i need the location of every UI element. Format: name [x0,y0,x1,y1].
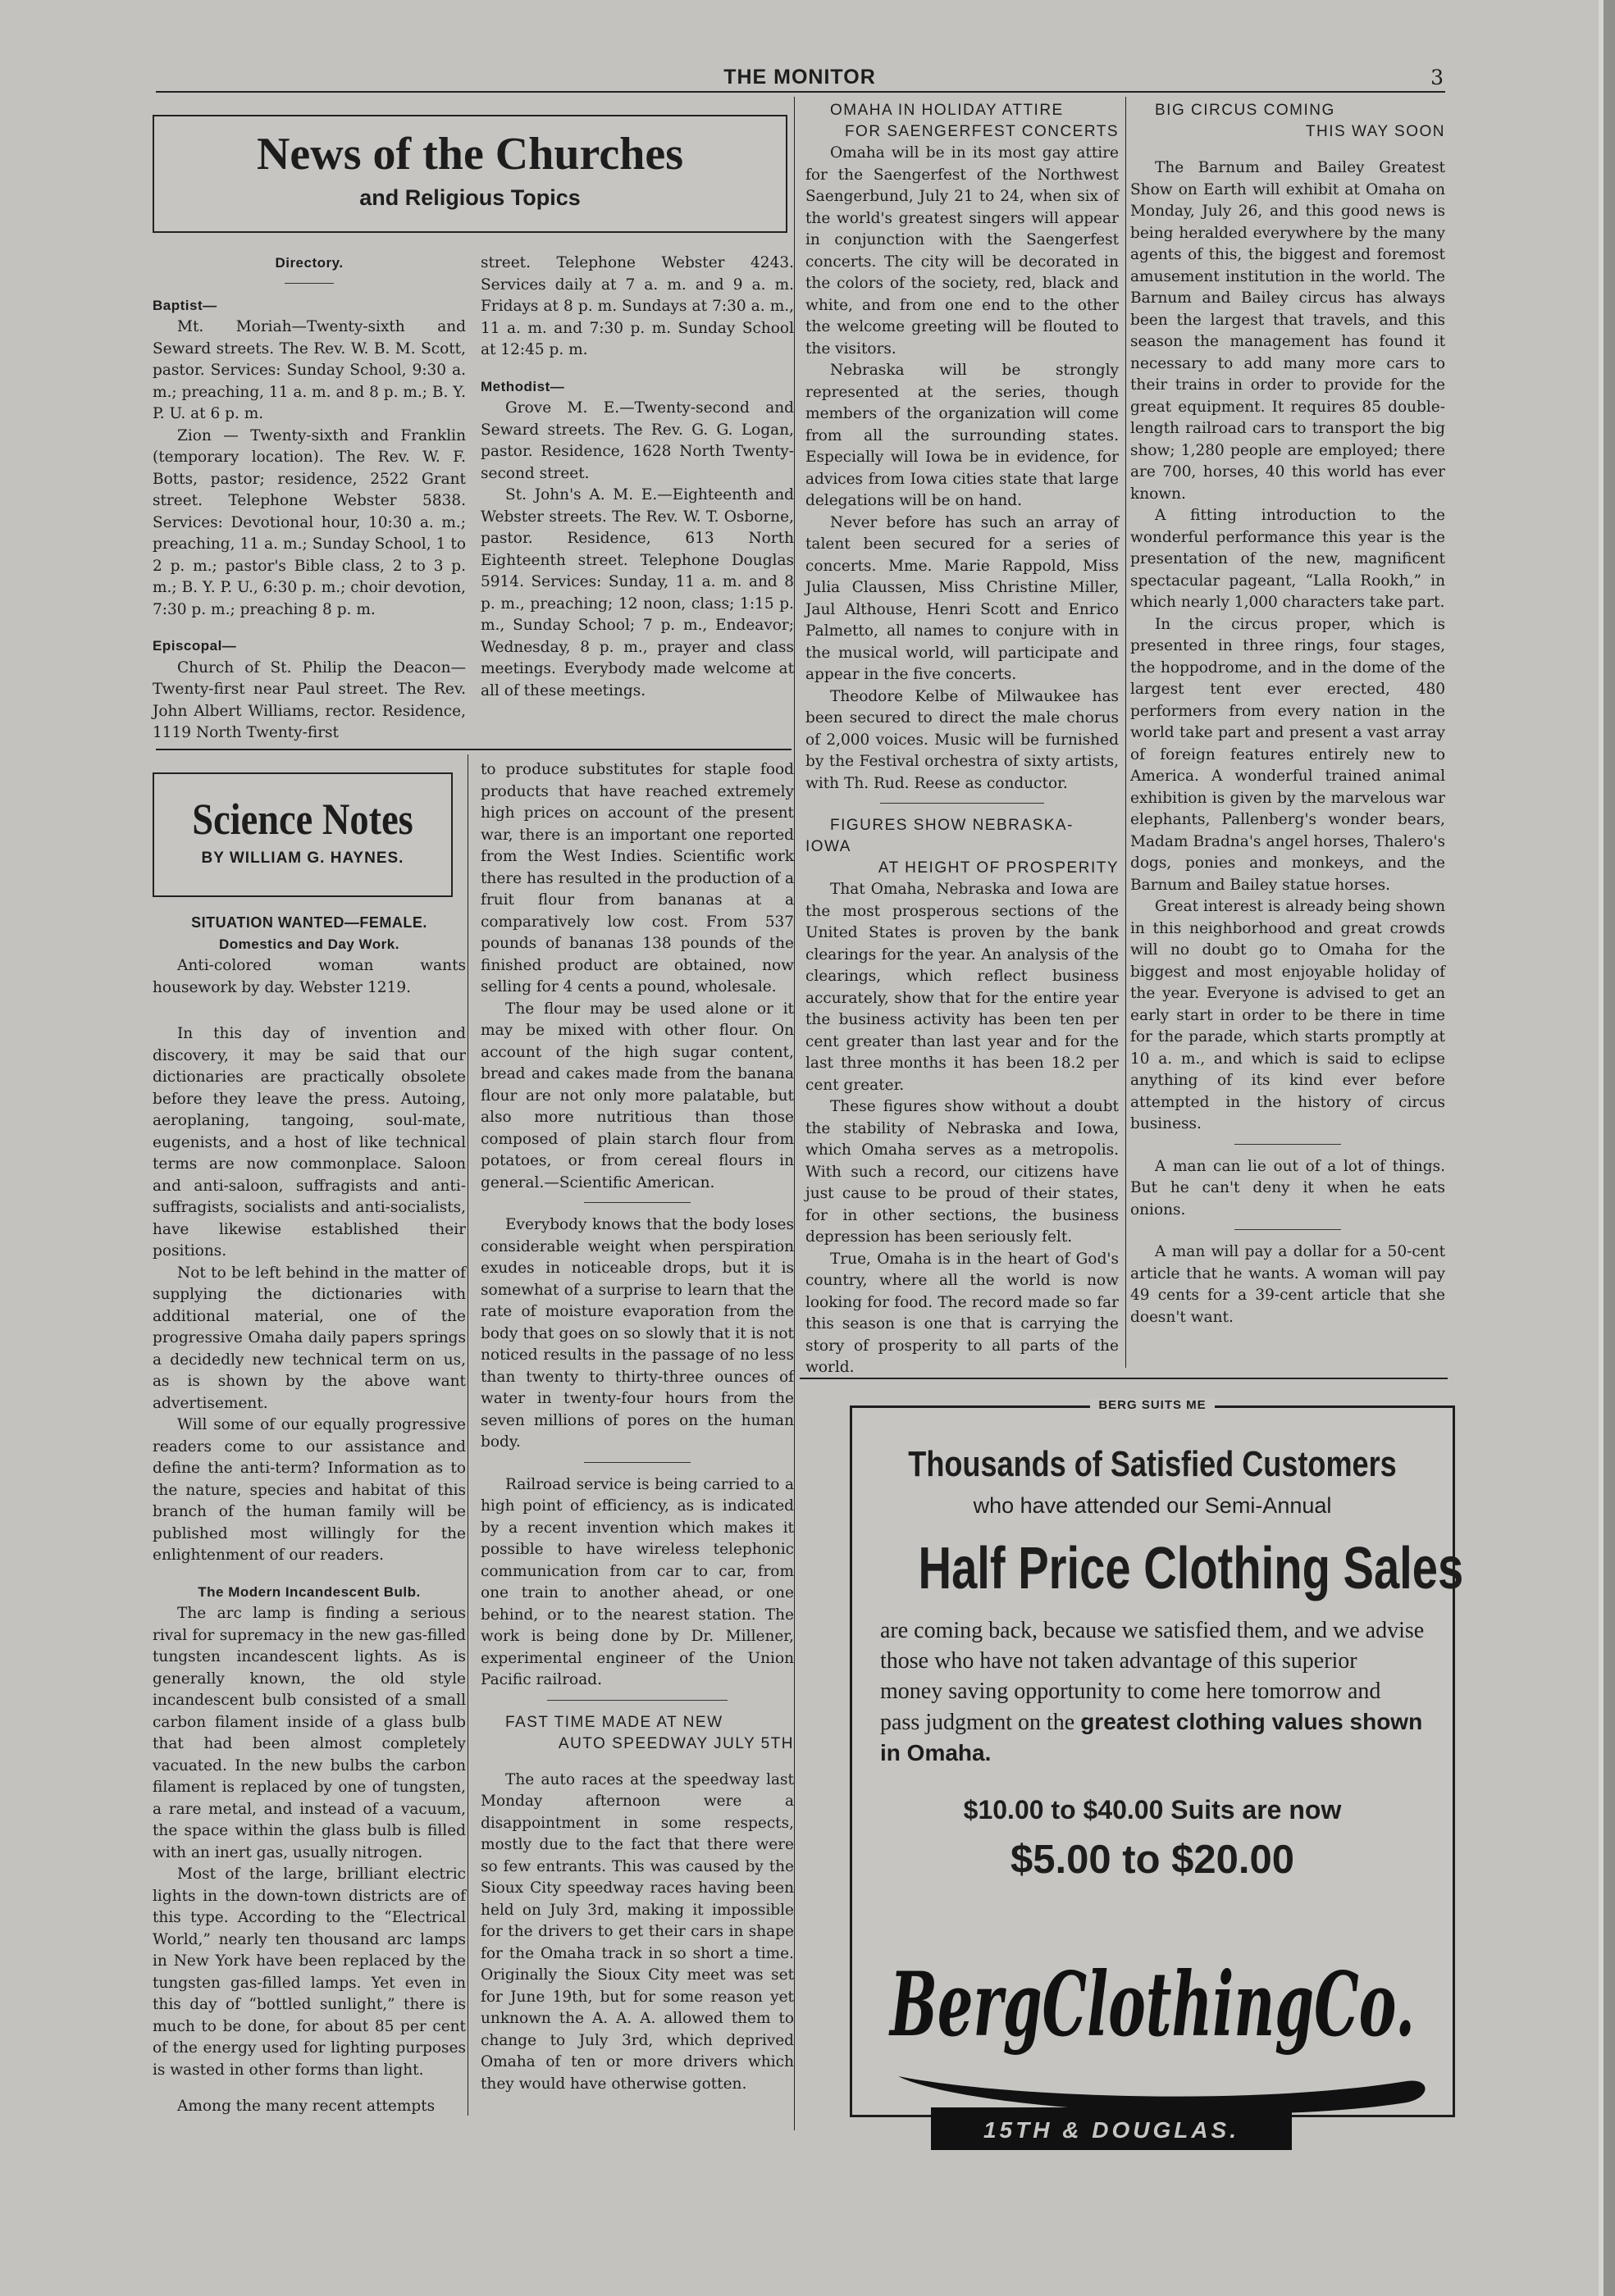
ad-sale-price: $5.00 to $20.00 [1011,1838,1294,1882]
episcopal-label: Episcopal— [153,638,237,654]
saengerfest-headline: OMAHA IN HOLIDAY ATTIRE FOR SAENGERFEST CONCERTS [830,102,1119,140]
methodist-label: Methodist— [481,378,565,394]
railroad-paragraph: Railroad service is being carried to a high point of efficiency, as is indicated by a recent invention which makes it possible to have wireless telephonic communication from car to car, from one train to another ahead, or one behind, or to the nearest station. The work is being done by Dr. Millener, experimental engineer of the Union Pacific railroad. [481,1475,794,1688]
masthead-rule [156,91,1445,93]
speedway-headline: FAST TIME MADE AT NEW AUTO SPEEDWAY JULY 5TH [505,1713,794,1752]
directory-heading: Directory. [275,255,344,271]
circus-headline: BIG CIRCUS COMING THIS WAY SOON [1155,102,1445,140]
directory-column-b [481,253,794,702]
berg-clothing-logo [865,1912,1439,2158]
item-divider [1234,1144,1341,1145]
methodist-st-johns: St. John's A. M. E.—Eighteenth and Webster streets. The Rev. W. T. Osborne, pastor. Residence, 613 North Eighteenth street. Telephone Douglas 5914. Services: Sunday, 11 a. m. and 8 p. m., preaching; 12 noon, class; 1:15 p. m., Sunday School; 7 p. m., Endeavor; Wednesday, 8 p. m., prayer and class meetings. Everybody made welcome at all of these meetings. [481,486,794,699]
situation-wanted-heading: SITUATION WANTED—FEMALE. [191,914,427,931]
item-divider [584,1462,691,1463]
bargain-joke: A man will pay a dollar for a 50-cent article that he wants. A woman will pay 49 cents for a 39-cent article that she doesn't want. [1130,1243,1445,1326]
science-notes-title: Science Notes [192,795,413,844]
prosperity-paragraph: These figures show without a doubt the stability of Nebraska and Iowa, which Omaha serves as a metropolis. With such a record, our citizens have just cause to be proud of their states, for in other sections, the business depression has been seriously felt. [805,1098,1119,1246]
science-column-a [153,912,466,2118]
circus-paragraph: In the circus proper, which is presented in three rings, four stages, the hoppodrome, and in the dome of the largest tent ever erected, 480 performers from every nation in the world take part and present a vast array of foreign features entirely new to America. A wonderful trained animal exhibition is given by the marvelous war elephants, Pallenberg's wonder bears, Madam Bradna's angel horses, Thalero's dogs, ponies and monkeys, and the Barnum and Bailey statue horses. [1130,615,1445,894]
speedway-paragraph: The auto races at the speedway last Monday afternoon were a disappointment in some respects, mostly due to the fact that there were so few entrants. This was caused by the Sioux City speedway races having been held on July 3rd, making it impossible for the drivers to get their cars in shape for the Omaha track in so short a time. Originally the Sioux City meet was set for June 19th, but for some reason yet unknown the A. A. A. allowed them to change to July 3rd, which deprived Omaha of ten or more drivers which they would have otherwise gotten. [481,1770,794,2093]
perspiration-paragraph: Everybody knows that the body loses considerable weight when perspiration exudes in noticeable drops, but it is somewhat of a surprise to learn that the rate of moisture evaporation from the body that goes on so slowly that it is not noticed results in the passage of no less than twenty to thirty-three ounces of water in twenty-four hours from the seven millions of pores on the human body. [481,1216,794,1451]
churches-subtitle: and Religious Topics [359,185,581,210]
science-paragraph: Will some of our equally progressive readers come to our assistance and define the anti-term? Information as to the nature, species and habitat of this branch of the human family will be published most willingly for the enlightenment of our readers. [153,1416,466,1564]
saengerfest-paragraph: Omaha will be in its most gay attire for the Saengerfest of the Northwest Saengerbund, July 21 to 24, when six of the world's greatest singers will appear in conjunction with the Saengerfest concerts. The city will be decorated in the colors of the society, red, black and white, and from one end to the other the welcome greeting will be flouted to the visitors. [805,144,1119,358]
science-paragraph: In this day of invention and discovery, it may be said that our dictionaries are practically obsolete before they leave the press. Autoing, aeroplaning, tangoing, soul-mate, eugenists, and a host of like technical terms are now commonplace. Saloon and anti-saloon, suffragists and anti-suffragists, socialists and anti-socialists, have likewise established their positions. [153,1025,466,1260]
page-edge-shadow [1604,0,1615,2296]
prosperity-paragraph: True, Omaha is in the heart of God's country, where all the world is now looking for food. The record made so far this season is one that is carrying the story of prosperity to all parts of the world. [805,1250,1119,1376]
science-notes-title-box [153,772,453,897]
circus-paragraph: Great interest is already being shown in this neighborhood and great crowds will no doubt go to Omaha for the biggest and most enjoyable holiday of the year. Everyone is advised to get an early start in order to be there in time for the parade, which starts promptly at 10 a. m., and which is said to eclipse anything of its kind ever before attempted in the history of circus business. [1130,898,1445,1132]
ad-body: are coming back, because we satisfied them, and we advise those who have not taken advantage of this superior money saving opportunity to come here tomorrow and pass judgment on the greatest clothing values shown in Omaha. [880,1618,1425,1765]
ad-body-bold: greatest clothing values shown in Omaha. [880,1709,1423,1765]
science-notes-byline: BY WILLIAM G. HAYNES. [201,850,404,867]
berg-clothing-advertisement [850,1398,1464,2143]
baptist-label: Baptist— [153,297,217,313]
ad-big-headline: Half Price Clothing Sales [918,1536,1464,1601]
logo-address: 15TH & DOUGLAS. [983,2117,1240,2143]
circus-paragraph: The Barnum and Bailey Greatest Show on Earth will exhibit at Omaha on Monday, July 26, and this good news is being heralded everywhere by the many agents of this, the biggest and foremost amusement institution in the world. The Barnum and Bailey circus has always been the largest that travels, and this season the management has found it necessary to add many more cars to their trains in order to provide for the great equipment. It requires 85 double-length railroad cars to transport the big show; 1,280 people are employed; there are 700, horses, 40 this world has ever known. [1130,159,1445,503]
baptist-moriah: Mt. Moriah—Twenty-sixth and Seward streets. The Rev. W. B. M. Scott, pastor. Services: Sunday School, 9:30 a. m.; preaching, 11 a. m. and 8 p. m.; B. Y. P. U. at 6 p. m. [153,318,466,422]
column-rule [794,97,795,2130]
ad-headline: Thousands of Satisfied Customers [908,1444,1397,1484]
churches-title: News of the Churches [256,129,684,180]
heading-rule [285,283,334,284]
methodist-grove: Grove M. E.—Twenty-second and Seward streets. The Rev. G. G. Logan, pastor. Residence, 1628 North Twenty-second street. [481,399,794,482]
directory-column-a [153,253,466,745]
news-column-d [1130,100,1445,1328]
situation-wanted-subhead: Domestics and Day Work. [219,936,399,952]
ad-price-line: $10.00 to $40.00 Suits are now [963,1795,1342,1824]
ad-subline: who have attended our Semi-Annual [973,1493,1332,1518]
item-divider [880,803,1044,804]
column-rule [1125,97,1126,1368]
bulb-heading: The Modern Incandescent Bulb. [198,1583,421,1600]
prosperity-headline: FIGURES SHOW NEBRASKA-IOWA AT HEIGHT OF PROSPERITY [805,817,1119,877]
ad-top-label: BERG SUITS ME [852,1396,1453,1412]
news-column-c [805,100,1119,1379]
masthead [156,66,1444,90]
logo-script-text: BergClothingCo. [888,1953,1415,2057]
churches-title-box [153,115,787,233]
situation-wanted-ad: Anti-colored woman wants housework by day. Webster 1219. [153,957,466,996]
item-divider [1234,1229,1341,1230]
saengerfest-paragraph: Nebraska will be strongly represented at the series, though members of the organization will come from all the surrounding states. Especially will Iowa be in evidence, for advices from Iowa cities state that large delegations will be on hand. [805,362,1119,509]
science-paragraph: The arc lamp is finding a serious rival for supremacy in the new gas-filled tungsten incandescent lights. As is generally known, the old style incandescent bulb consisted of a small carbon filament inside of a glass bulb that had been almost completely vacuated. In the new bulbs the carbon filament is replaced by one of tungsten, a rare metal, and instead of a vacuum, the space within the glass bulb is filled with an inert gas, usually nitrogen. [153,1605,466,1861]
circus-paragraph: A fitting introduction to the wonderful performance this year is the presentation of the new, magnificent spectacular pageant, “Lalla Rookh,” in which nearly 1,000 characters take part. [1130,507,1445,611]
episcopal-st-philip: Church of St. Philip the Deacon—Twenty-first near Paul street. The Rev. John Albert Williams, rector. Residence, 1119 North Twenty-first [153,658,466,741]
science-paragraph: Not to be left behind in the matter of supplying the dictionaries with additional material, one of the progressive Omaha daily papers springs a decidedly new technical term on us, as is shown by the above want advertisement. [153,1264,466,1412]
newspaper-title: THE MONITOR [723,66,876,89]
science-paragraph: Most of the large, brilliant electric lights in the down-town districts are of this type. According to the “Electrical World,” nearly ten thousand arc lamps in New York have been replaced by the tungsten gas-filled lamps. Yet even in this day of “bottled sunlight,” there is much to be done, for about 85 per cent of the energy used for lighting purposes is wasted in other forms than light. [153,1866,466,2079]
prosperity-paragraph: That Omaha, Nebraska and Iowa are the most prosperous sections of the United States is proven by the bank clearings for the year. An analysis of the clearings, which reflect business accurately, show that for the entire year the business activity has been ten per cent greater than last year and for the last three months it has been 18.2 per cent greater. [805,881,1119,1094]
item-divider [547,1700,728,1701]
science-paragraph: Among the many recent attempts [177,2098,436,2115]
page-number: 3 [1430,66,1444,89]
saengerfest-paragraph: Never before has such an array of talent been secured for a series of concerts. Mme. Marie Rappold, Miss Julia Claussen, Miss Christine Miller, Jaul Althouse, Henri Scott and Enrico Palmetto, all names to conjure with in the musical world, will participate and appear in the five concerts. [805,513,1119,683]
onions-joke: A man can lie out of a lot of things. But he can't deny it when he eats onions. [1130,1157,1445,1219]
science-column-b [481,759,794,2095]
saengerfest-paragraph: Theodore Kelbe of Milwaukee has been secured to direct the male chorus of 2,000 voices. Music will be furnished by the Festival orchestra of sixty artists, with Th. Rud. Reese as conductor. [805,687,1119,792]
episcopal-continued: street. Telephone Webster 4243. Services daily at 7 a. m. and 9 a. m. Fridays at 8 p. m. Sundays at 7:30 a. m., 11 a. m. and 7:30 p. m. Sunday School at 12:45 p. m. [481,254,794,358]
baptist-zion: Zion — Twenty-sixth and Franklin (temporary location). The Rev. W. F. Botts, pastor; residence, 2522 Grant street. Telephone Webster 5838. Services: Devotional hour, 10:30 a. m.; preaching, 11 a. m.; Sunday School, 1 to 2 p. m.; pastor's Bible class, 2 to 3 p. m.; B. Y. P. U., 6:30 p. m.; choir devotion, 7:30 p. m.; preaching 8 p. m. [153,426,466,618]
section-divider [156,749,792,750]
item-divider [584,1202,691,1203]
banana-flour-paragraph: The flour may be used alone or it may be mixed with other flour. On account of the high sugar content, bread and cakes made from the banana flour are not only more palatable, but also more nutritious than those composed of plain starch flour from potatoes, or from cereal flours in general.—Scientific American. [481,1000,794,1191]
banana-flour-paragraph: to produce substitutes for staple food products that have reached extremely high prices on account of the present war, there is an important one reported from the West Indies. Scientific work there has resulted in the production of a fruit flour from bananas at a comparatively low cost. From 537 pounds of bananas 138 pounds of the finished product are obtained, now selling for 4 cents a pound, wholesale. [481,761,794,995]
